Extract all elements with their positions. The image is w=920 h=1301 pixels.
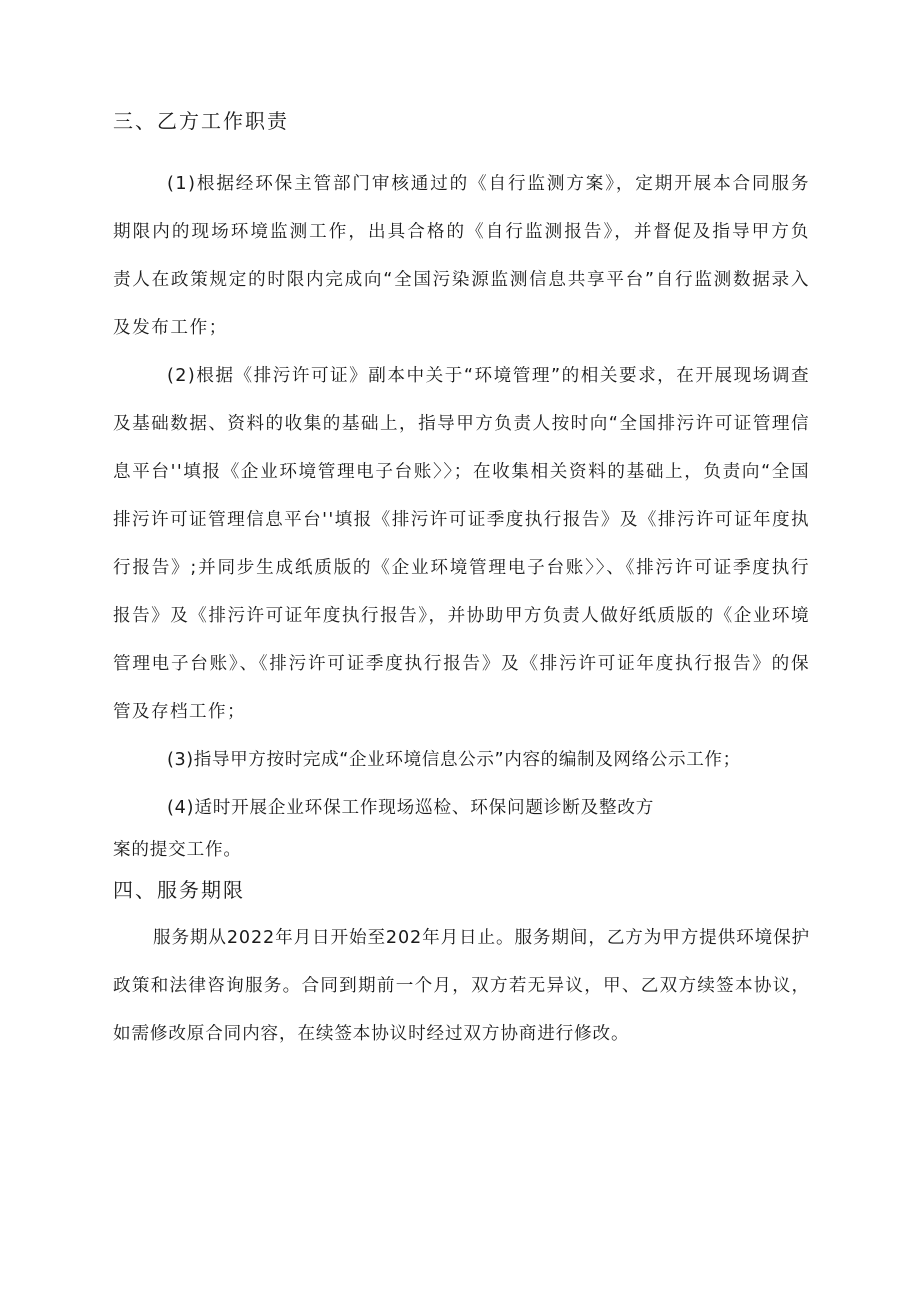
duty-item-4: (4)适时开展企业环保工作现场巡检、环保问题诊断及整改方 (167, 798, 655, 818)
term-paragraph: 服务期从2022年月日开始至202年月日止。服务期间，乙方为甲方提供环境保护政策和法律咨询服务。合同到期前一个月，双方若无异议，甲、乙双方续签本协议，如需修改原合同内容，在续签本协议时经过双方协商进行修改。 (113, 928, 810, 1044)
duty-item-4-continuation: 案的提交工作。 (113, 840, 242, 860)
document-page (113, 103, 810, 1058)
section-heading-term: 四、服务期限 (113, 878, 245, 902)
duty-item-2: (2)根据《排污许可证》副本中关于“环境管理”的相关要求，在开展现场调查及基础数据、资料的收集的基础上，指导甲方负责人按时向“全国排污许可证管理信息平台''填报《企业环境管理电子台账〉〉；在收集相关资料的基础上，负责向“全国排污许可证管理信息平台''填报《排污许可证季度执行报告》及《排污许可证年度执行报告》;并同步生成纸质版的《企业环境管理电子台账〉〉、《排污许可证季度执行报告》及《排污许可证年度执行报告》，并协助甲方负责人做好纸质版的《企业环境管理电子台账》、《排污许可证季度执行报告》及《排污许可证年度执行报告》的保管及存档工作； (113, 366, 810, 722)
section-heading-duties: 三、乙方工作职责 (113, 109, 289, 133)
duty-item-1: (1)根据经环保主管部门审核通过的《自行监测方案》，定期开展本合同服务期限内的现场环境监测工作，出具合格的《自行监测报告》，并督促及指导甲方负责人在政策规定的时限内完成向“全国污染源监测信息共享平台”自行监测数据录入及发布工作； (113, 174, 810, 338)
duty-item-3: (3)指导甲方按时完成“企业环境信息公示”内容的编制及网络公示工作； (167, 750, 741, 770)
